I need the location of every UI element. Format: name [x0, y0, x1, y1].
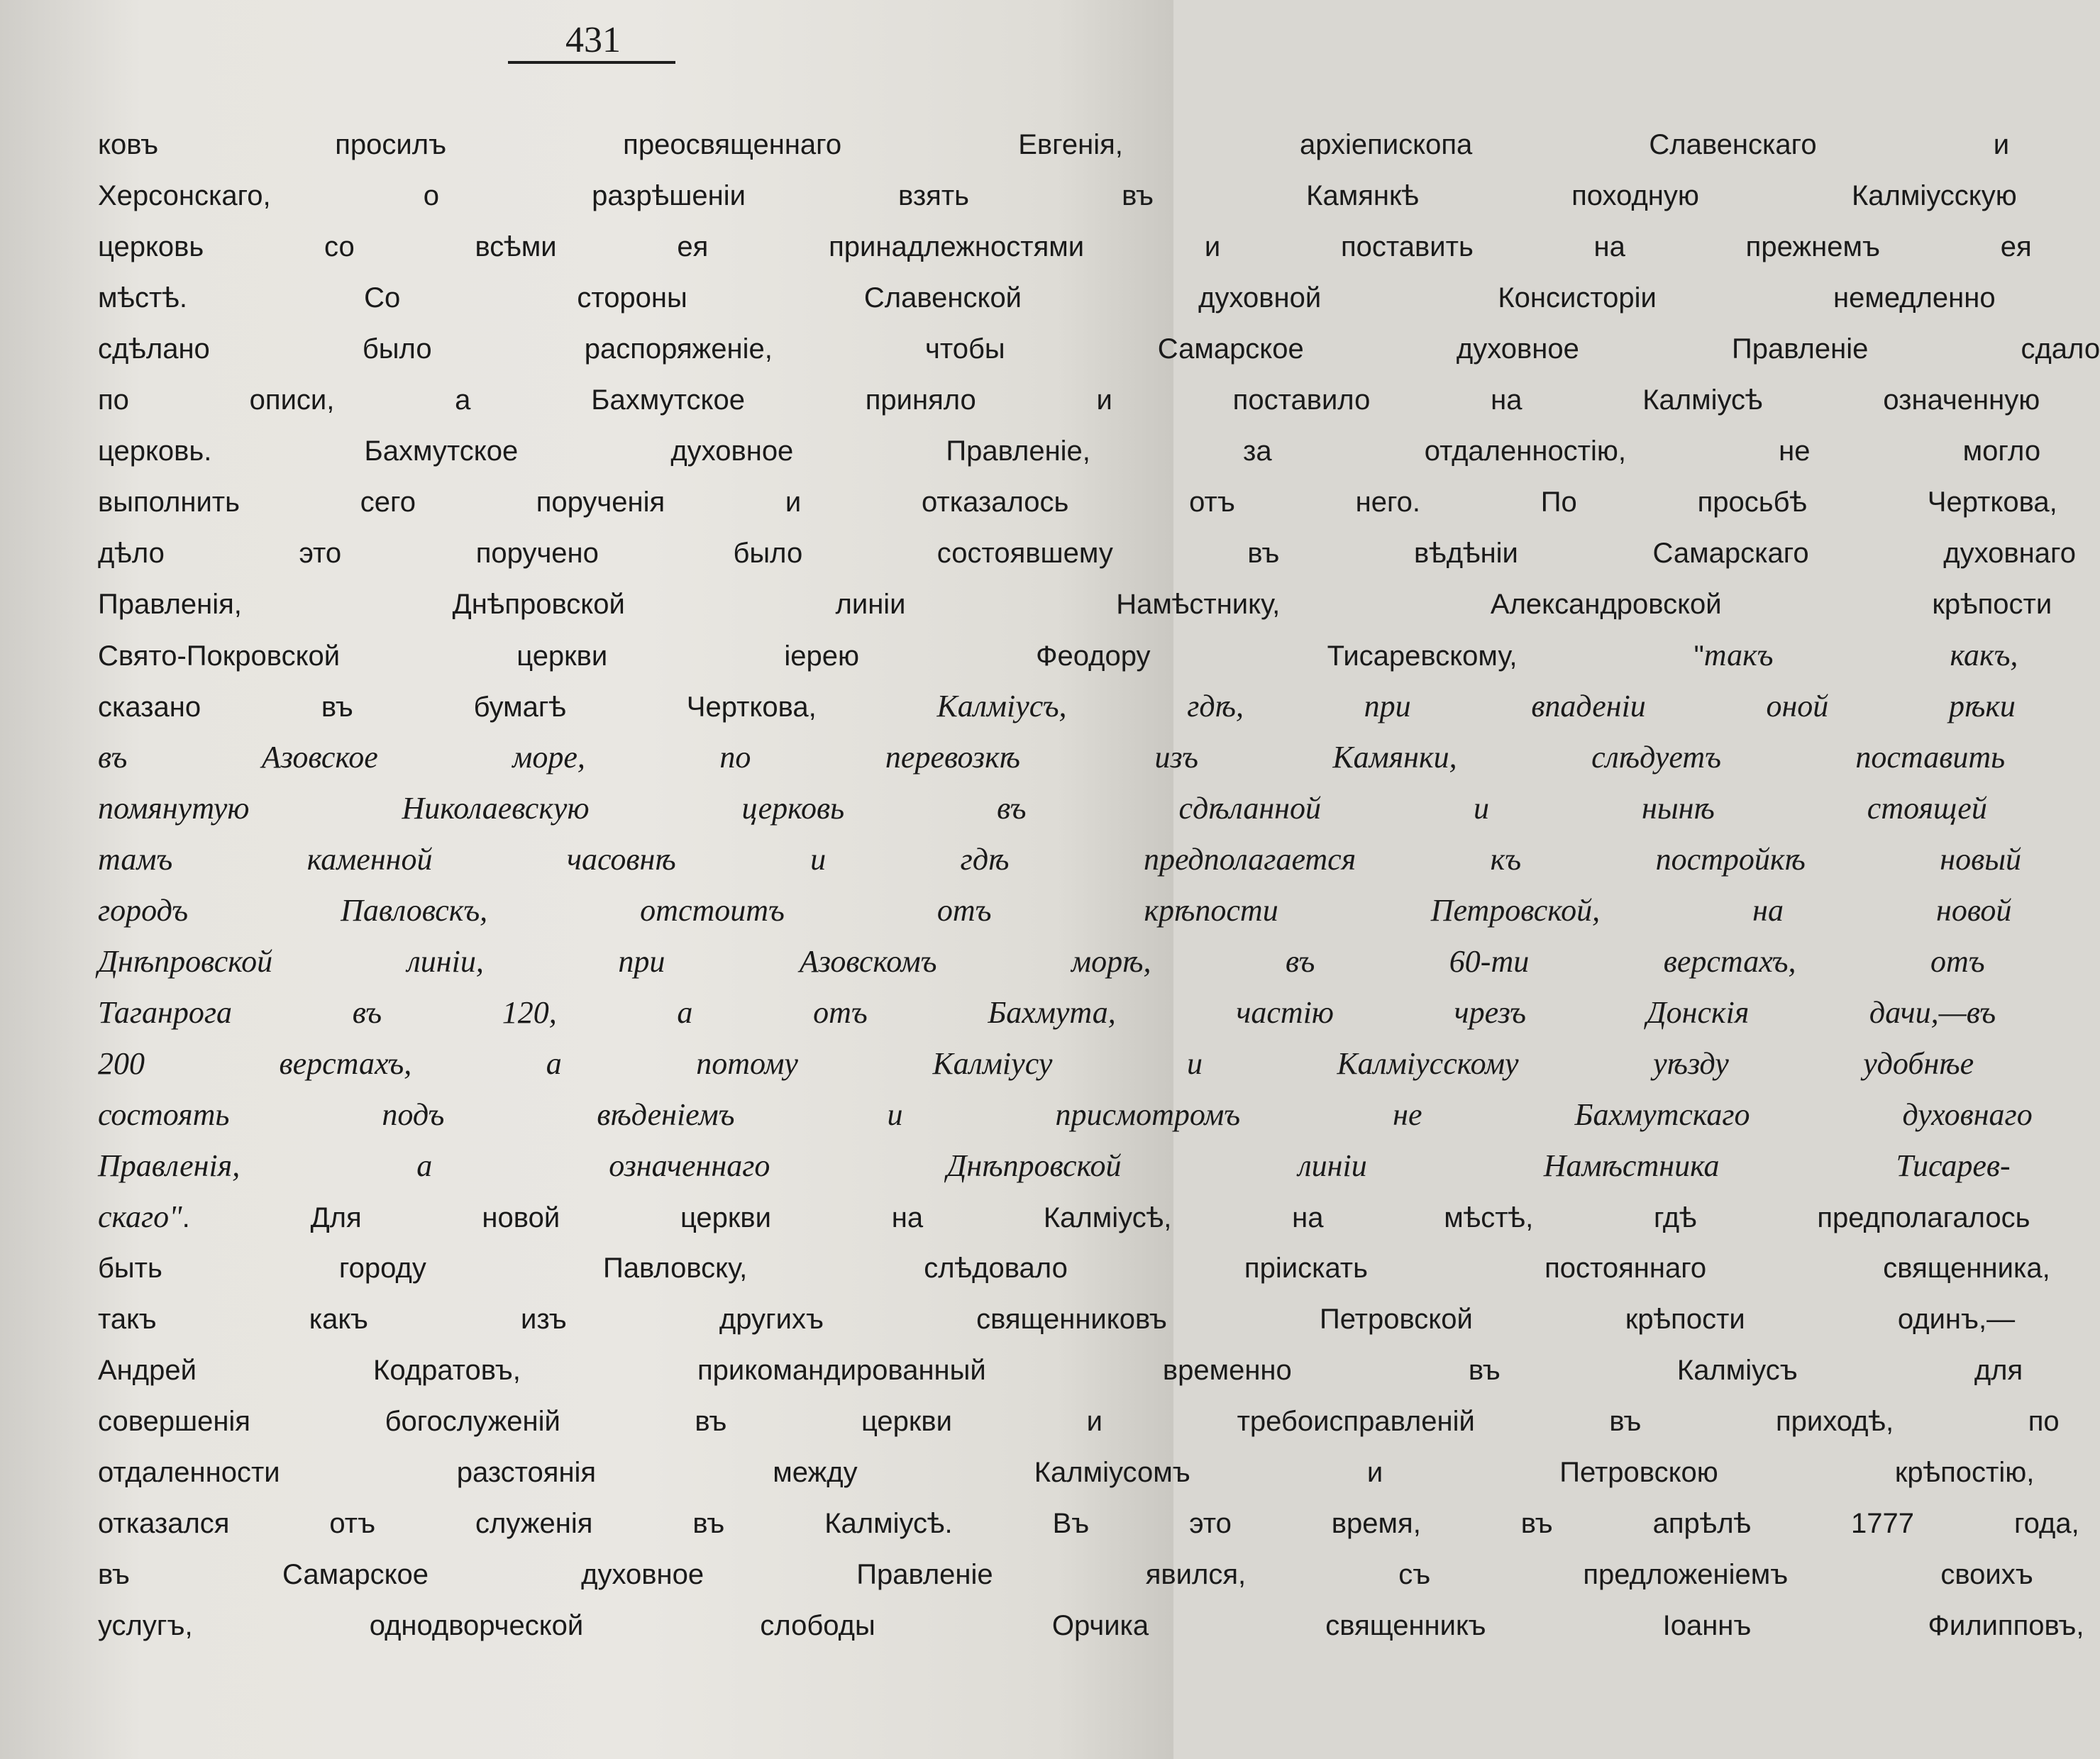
- text-segment: такъ какъ изъ другихъ священниковъ Петровской крѣпости одинъ,—: [98, 1304, 2016, 1335]
- text-line: [98, 1192, 2030, 1243]
- text-segment: въ Самарское духовное Правленіе явился, съ предложеніемъ своихъ: [98, 1559, 2033, 1590]
- text-line: [98, 1396, 2060, 1447]
- italic-text-segment: 200 верстахъ, а потому Калміусу и Калміусскому уѣзду удобнѣе: [98, 1046, 1974, 1081]
- text-line: [98, 783, 1987, 834]
- italic-text-segment: въ Азовское море, по перевозкѣ изъ Камянки, слѣдуетъ поставить: [98, 740, 2006, 775]
- text-line: [98, 1447, 2035, 1498]
- text-line: [98, 885, 2012, 936]
- italic-text-segment: городъ Павловскъ, отстоитъ отъ крѣпости Петровской, на новой: [98, 893, 2012, 928]
- text-line: [98, 1498, 2079, 1549]
- text-segment: мѣстѣ. Со стороны Славенской духовной Консисторіи немедленно: [98, 282, 1996, 313]
- text-segment: по описи, а Бахмутское приняло и поставило на Калміусѣ означенную: [98, 384, 2040, 416]
- text-line: [98, 732, 2006, 783]
- text-line: [98, 374, 2040, 426]
- text-line: [98, 579, 2052, 630]
- text-segment: услугъ, однодворческой слободы Орчика священникъ Іоаннъ Филипповъ,: [98, 1610, 2084, 1641]
- italic-text-segment: помянутую Николаевскую церковь въ сдѣланной и нынѣ стоящей: [98, 791, 1987, 826]
- text-line: [98, 1549, 2033, 1600]
- text-segment: ковъ просилъ преосвященнаго Евгенія, архіепископа Славенскаго и: [98, 129, 2010, 160]
- text-line: [98, 630, 2018, 681]
- text-segment: церковь со всѣми ея принадлежностями и поставить на прежнемъ ея: [98, 231, 2032, 262]
- text-segment: быть городу Павловску, слѣдовало пріискать постояннаго священника,: [98, 1253, 2050, 1284]
- text-line: [98, 477, 2057, 528]
- italic-text-segment: скаго": [98, 1199, 182, 1234]
- text-segment: Херсонскаго, о разрѣшеніи взять въ Камянкѣ походную Калміусскую: [98, 180, 2017, 211]
- text-segment: сказано въ бумагѣ Черткова,: [98, 692, 937, 723]
- text-segment: совершенія богослуженій въ церкви и требоисправленій въ приходѣ, по: [98, 1406, 2060, 1437]
- text-segment: Андрей Кодратовъ, прикомандированный временно въ Калміусъ для: [98, 1355, 2023, 1386]
- italic-text-segment: такъ какъ,: [1703, 638, 2018, 672]
- text-line: [98, 221, 2032, 272]
- italic-text-segment: тамъ каменной часовнѣ и гдѣ предполагается къ постройкѣ новый: [98, 842, 2022, 877]
- italic-text-segment: Таганрога въ 120, а отъ Бахмута, частію чрезъ Донскія дачи,—въ: [98, 995, 1996, 1030]
- text-line: [98, 323, 2100, 374]
- text-segment: церковь. Бахмутское духовное Правленіе, за отдаленностію, не могло: [98, 435, 2041, 467]
- text-line: [98, 1294, 2016, 1345]
- text-line: [98, 528, 2076, 579]
- text-segment: Правленія, Днѣпровской линіи Намѣстнику, Александровской крѣпости: [98, 589, 2052, 620]
- italic-text-segment: Днѣпровской линіи, при Азовскомъ морѣ, въ 60-ти верстахъ, отъ: [98, 944, 1985, 979]
- text-line: [98, 936, 1985, 987]
- page-number: 431: [565, 20, 621, 60]
- text-segment: отказался отъ служенія въ Калміусѣ. Въ это время, въ апрѣлѣ 1777 года,: [98, 1508, 2079, 1539]
- text-line: [98, 987, 1996, 1038]
- text-line: [98, 426, 2041, 477]
- text-line: [98, 170, 2017, 221]
- text-segment: дѣло это поручено было состоявшему въ вѣдѣніи Самарскаго духовнаго: [98, 538, 2076, 569]
- italic-text-segment: состоять подъ вѣденіемъ и присмотромъ не Бахмутскаго духовнаго: [98, 1097, 2033, 1132]
- page-number-underline: [508, 61, 675, 64]
- italic-text-segment: Калміусъ, гдѣ, при впаденіи оной рѣки: [936, 689, 2016, 723]
- text-segment: сдѣлано было распоряженіе, чтобы Самарское духовное Правленіе сдало: [98, 333, 2100, 365]
- text-line: [98, 1038, 1974, 1089]
- text-line: [98, 272, 1996, 323]
- text-line: [98, 834, 2022, 885]
- text-segment: выполнить сего порученія и отказалось отъ него. По просьбѣ Черткова,: [98, 487, 2057, 518]
- body-text: [98, 119, 2100, 1651]
- text-line: [98, 681, 2016, 732]
- text-line: [98, 1600, 2084, 1651]
- text-segment: Свято-Покровской церкви іерею Феодору Тисаревскому, ": [98, 640, 1704, 672]
- text-segment: . Для новой церкви на Калміусѣ, на мѣстѣ, гдѣ предполагалось: [182, 1202, 2030, 1233]
- text-line: [98, 1089, 2033, 1141]
- italic-text-segment: Правленія, а означеннаго Днѣпровской линіи Намѣстника Тисарев-: [98, 1148, 2011, 1183]
- text-line: [98, 1141, 2011, 1192]
- text-segment: отдаленности разстоянія между Калміусомъ и Петровскою крѣпостію,: [98, 1457, 2035, 1488]
- text-line: [98, 1345, 2023, 1396]
- text-line: [98, 1243, 2050, 1294]
- text-line: [98, 119, 2010, 170]
